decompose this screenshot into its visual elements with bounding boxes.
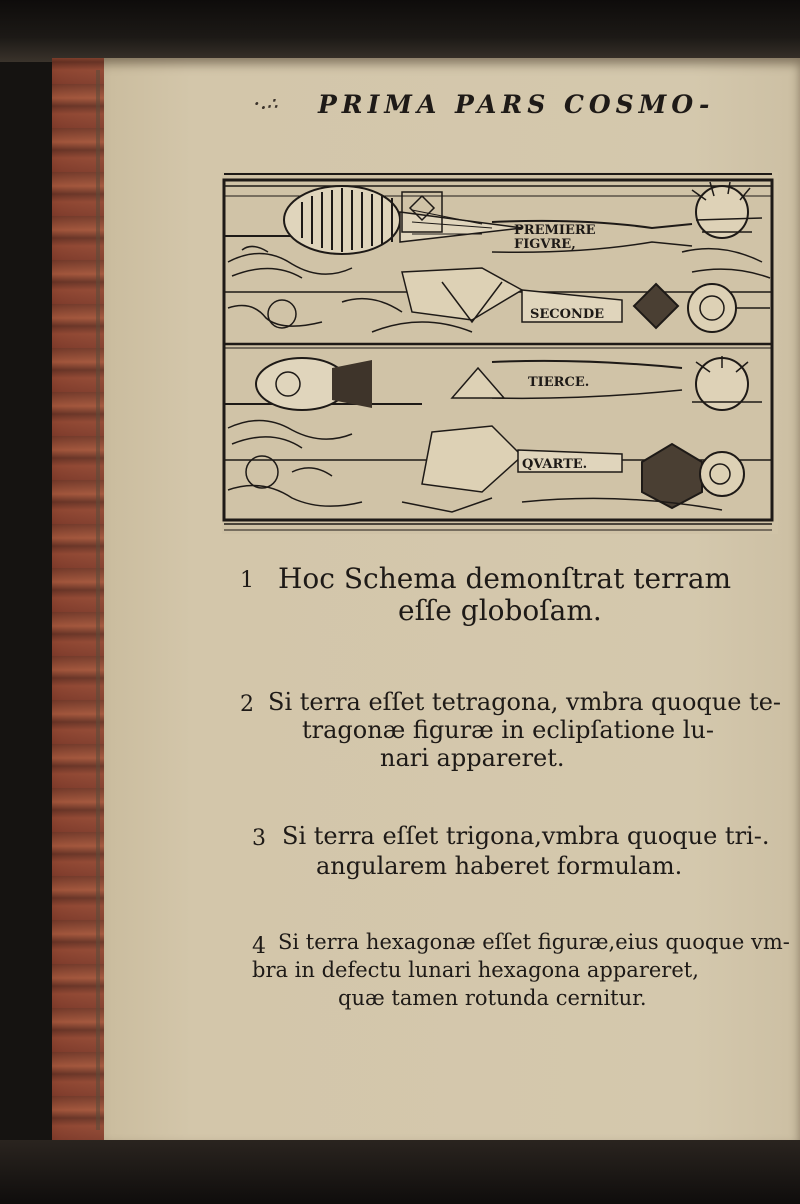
label-tierce: TIERCE. [528, 375, 590, 390]
item-line: eſſe globoſam. [398, 594, 602, 627]
label-quarte: QVARTE. [522, 457, 588, 472]
running-head-text: PRIMA PARS COSMO- [318, 90, 715, 119]
book-binding-bottom [0, 1140, 800, 1204]
label-premiere: PREMIERE [514, 223, 596, 238]
item-line: quæ tamen rotunda cernitur. [338, 986, 647, 1010]
woodcut-figure [222, 172, 778, 534]
book-binding-top [0, 0, 800, 62]
label-seconde: SECONDE [530, 307, 605, 322]
list-item [252, 930, 790, 1030]
item-number: 1 [240, 568, 254, 593]
item-line: tragonæ figuræ in eclipſatione lu- [302, 716, 714, 744]
item-line: Si terra eſſet trigona,vmbra quoque tri-. [282, 822, 770, 850]
running-head [254, 90, 715, 124]
item-line: Hoc Schema demonſtrat terram [278, 562, 732, 595]
item-line: nari appareret. [380, 744, 565, 772]
item-line: bra in defectu lunari hexagona appareret, [252, 958, 699, 982]
item-line: Si terra hexagonæ eſſet figuræ,eius quoque vm- [278, 930, 790, 954]
list-item [240, 562, 740, 642]
list-item [240, 688, 781, 788]
item-line: Si terra eſſet tetragona, vmbra quoque te- [268, 688, 781, 716]
item-number: 3 [252, 826, 266, 851]
item-number: 4 [252, 934, 266, 959]
item-line: angularem haberet formulam. [316, 852, 683, 880]
list-item [252, 822, 770, 892]
gutter-line [96, 70, 100, 1130]
label-figure: FIGVRE, [514, 237, 576, 252]
item-number: 2 [240, 692, 254, 717]
ornament-mark: ·.∴ [254, 94, 279, 113]
